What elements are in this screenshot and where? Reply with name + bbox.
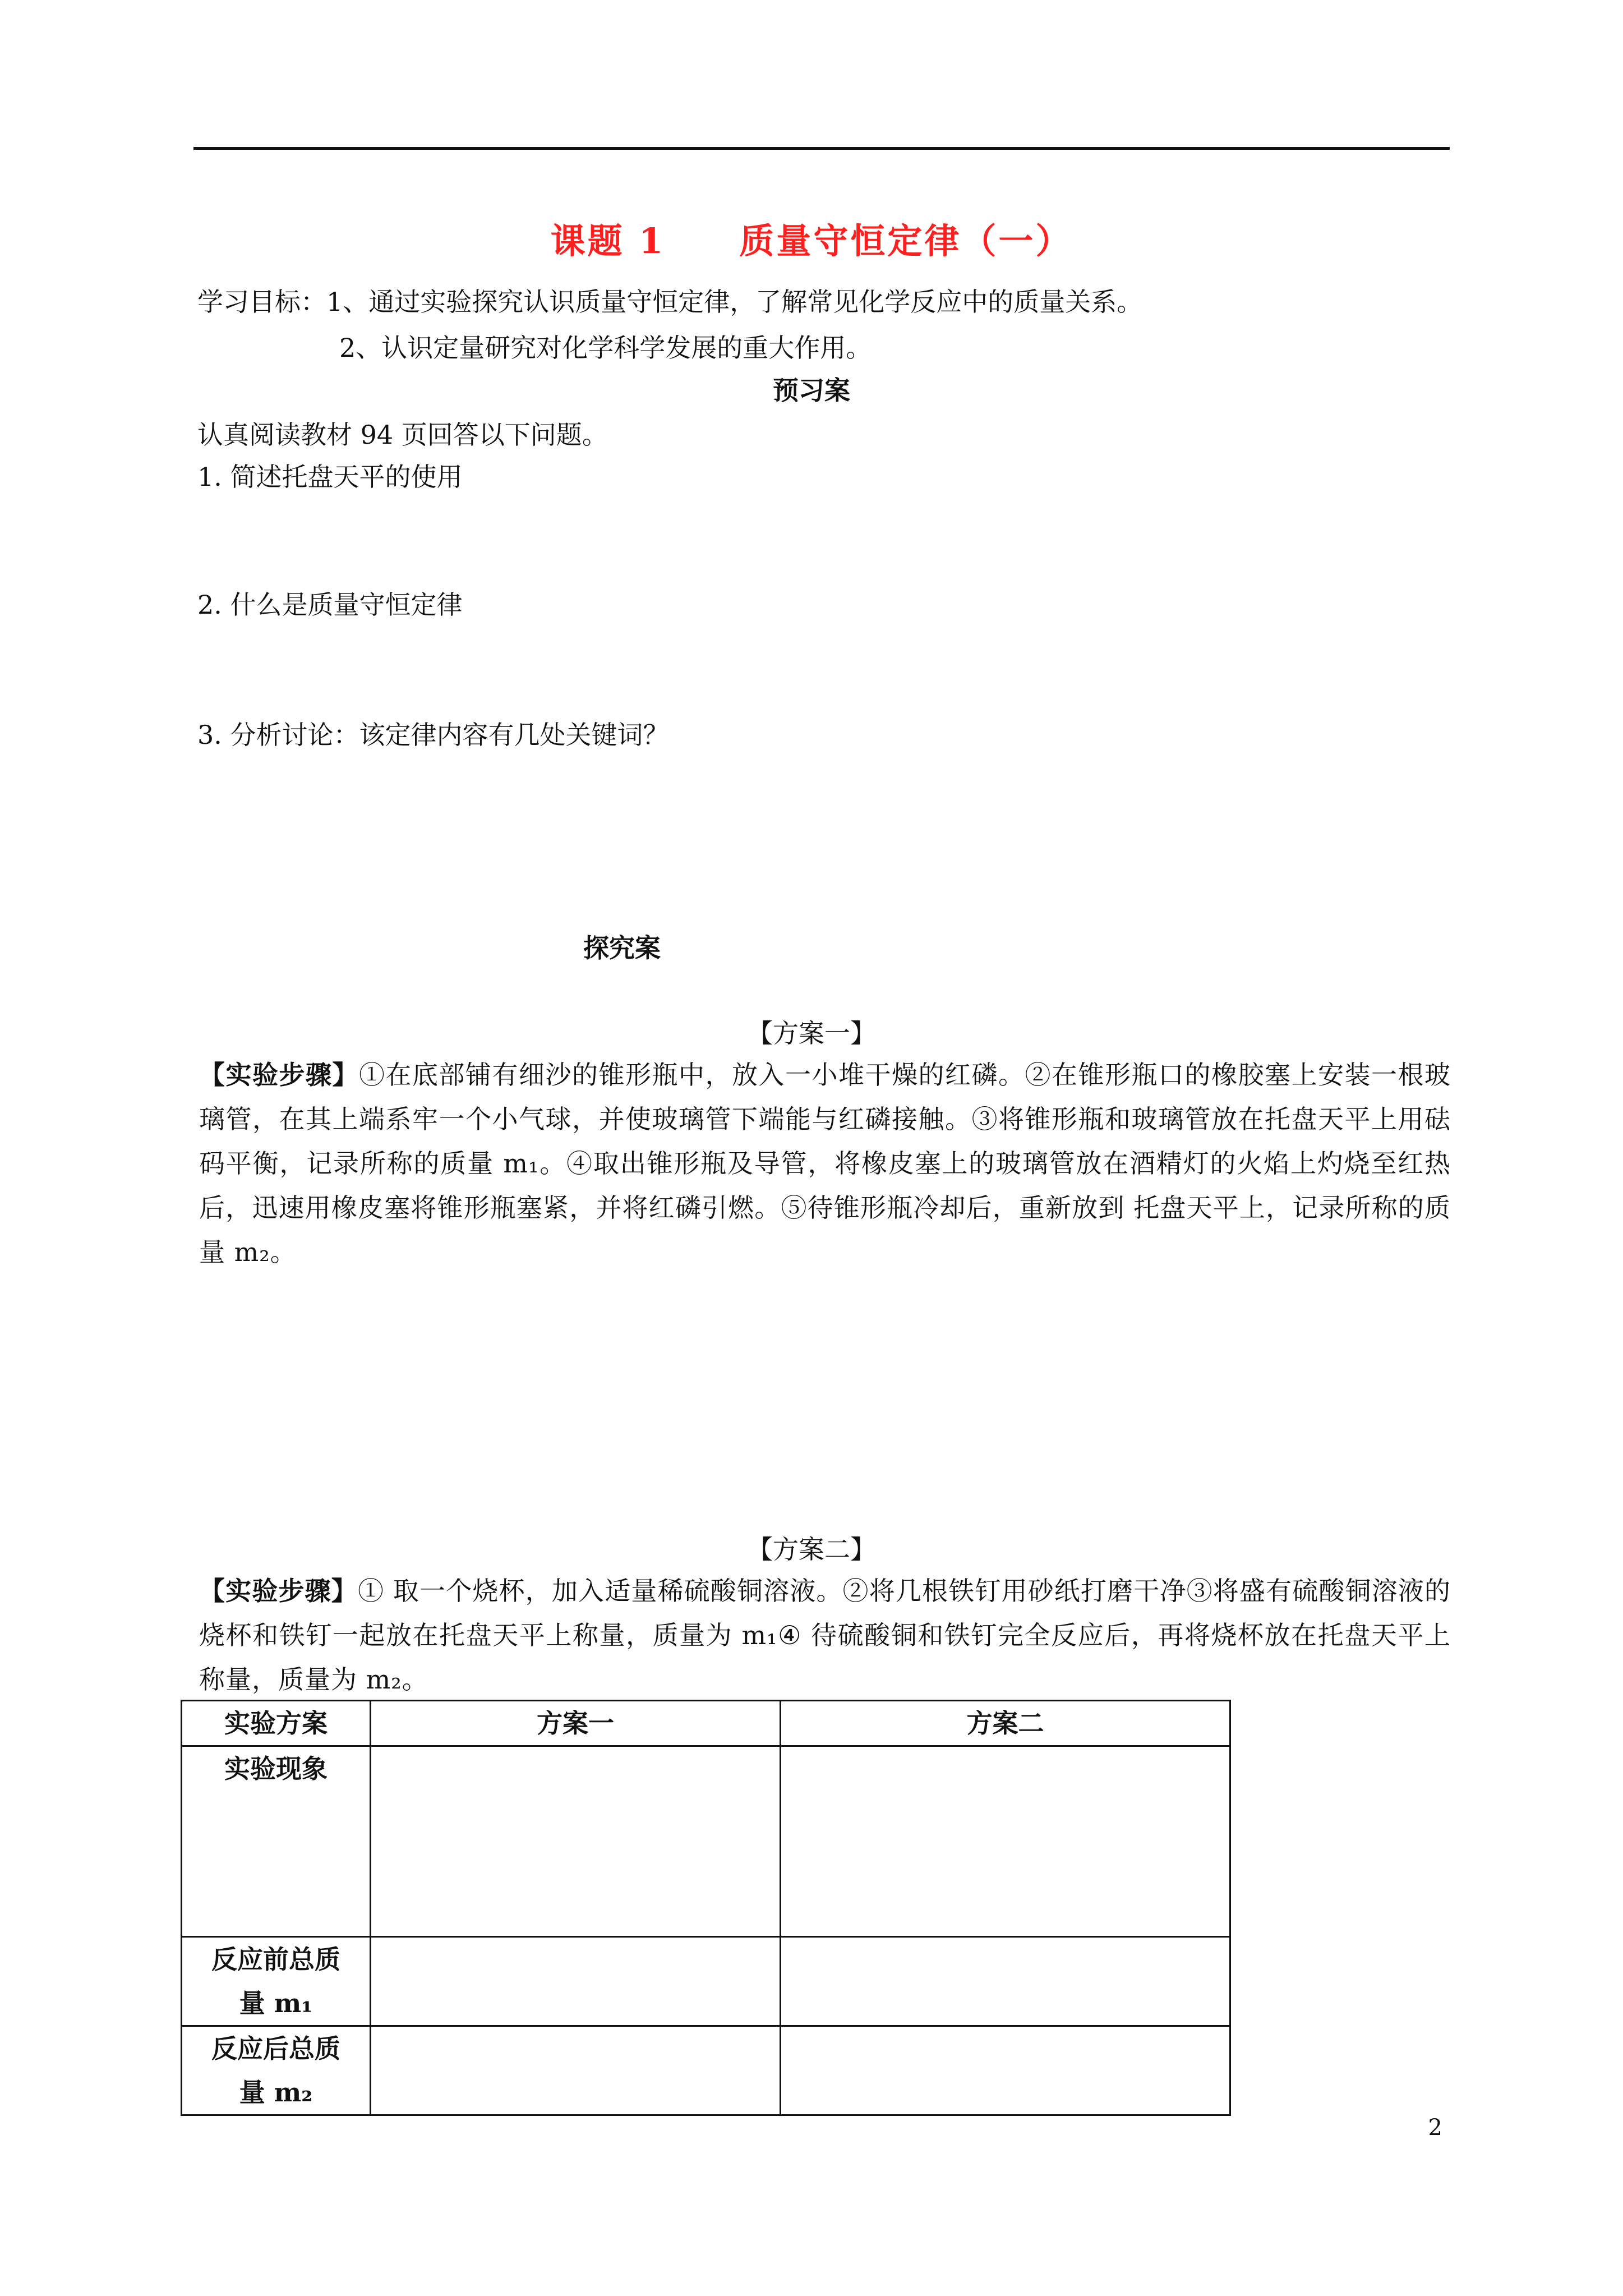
row-label-mass-after	[182, 2026, 371, 2115]
preview-question-2: 2. 什么是质量守恒定律	[197, 590, 463, 620]
table-cell	[781, 1746, 1230, 1937]
preview-question-1: 1. 简述托盘天平的使用	[197, 462, 463, 492]
plan1-heading: 【方案一】	[747, 1018, 876, 1048]
explore-heading: 探究案	[583, 933, 661, 963]
table-cell	[371, 1746, 781, 1937]
preview-intro: 认真阅读教材 94 页回答以下问题。	[197, 420, 608, 450]
plan2-steps-text: ① 取一个烧杯，加入适量稀硫酸铜溶液。②将几根铁钉用砂纸打磨干净③将盛有硫酸铜溶液的烧杯和铁钉一起放在托盘天平上称量，质量为 m₁④ 待硫酸铜和铁钉完全反应后，再将烧杯放在托盘天平上称量，质量为 m₂。	[199, 1576, 1451, 1695]
row-label-mass-before	[182, 1937, 371, 2026]
preview-question-3: 3. 分析讨论：该定律内容有几处关键词？	[197, 720, 669, 750]
plan2-steps-label: 【实验步骤】	[199, 1576, 358, 1606]
plan1-steps-text: ①在底部铺有细沙的锥形瓶中，放入一小堆干燥的红磷。②在锥形瓶口的橡胶塞上安装一根玻璃管，在其上端系牢一个小气球，并使玻璃管下端能与红磷接触。③将锥形瓶和玻璃管放在托盘天平上用砝码平衡，记录所称的质量 m₁。④取出锥形瓶及导管，将橡皮塞上的玻璃管放在酒精灯的火焰上灼烧至红热后，迅速用橡皮塞将锥形瓶塞紧，并将红磷引燃。⑤待锥形瓶冷却后，重新放到 托盘天平上，记录所称的质量 m₂。	[199, 1060, 1451, 1267]
table-header-cell: 方案二	[781, 1701, 1230, 1746]
table-cell	[781, 1937, 1230, 2026]
page-title: 课题 1 质量守恒定律（一）	[550, 220, 1073, 261]
table-row	[182, 1937, 1230, 2026]
row-label-phenomenon: 实验现象	[182, 1746, 371, 1937]
table-cell	[781, 2026, 1230, 2115]
table-header-row	[182, 1701, 1230, 1746]
table-cell	[371, 2026, 781, 2115]
plan2-heading: 【方案二】	[747, 1534, 876, 1565]
row-label-line: 反应后总质	[211, 2033, 340, 2064]
row-label-line: 量 m₂	[239, 2077, 313, 2108]
plan1-steps-label: 【实验步骤】	[199, 1060, 359, 1090]
objectives-line-1: 学习目标：1、通过实验探究认识质量守恒定律，了解常见化学反应中的质量关系。	[197, 287, 1143, 317]
preview-heading: 预习案	[773, 375, 850, 406]
plan2-steps	[199, 1569, 1451, 1702]
table-row	[182, 1746, 1230, 1937]
row-label-line: 量 m₁	[239, 1988, 313, 2018]
header-rule	[193, 147, 1450, 150]
page-number: 2	[1428, 2115, 1442, 2141]
table-header-cell: 方案一	[371, 1701, 781, 1746]
plan1-steps	[199, 1053, 1451, 1274]
row-label-line: 反应前总质	[211, 1944, 340, 1975]
table-row	[182, 2026, 1230, 2115]
objectives-line-2: 2、认识定量研究对化学科学发展的重大作用。	[339, 333, 872, 363]
results-table	[181, 1700, 1231, 2116]
table-header-cell: 实验方案	[182, 1701, 371, 1746]
table-cell	[371, 1937, 781, 2026]
